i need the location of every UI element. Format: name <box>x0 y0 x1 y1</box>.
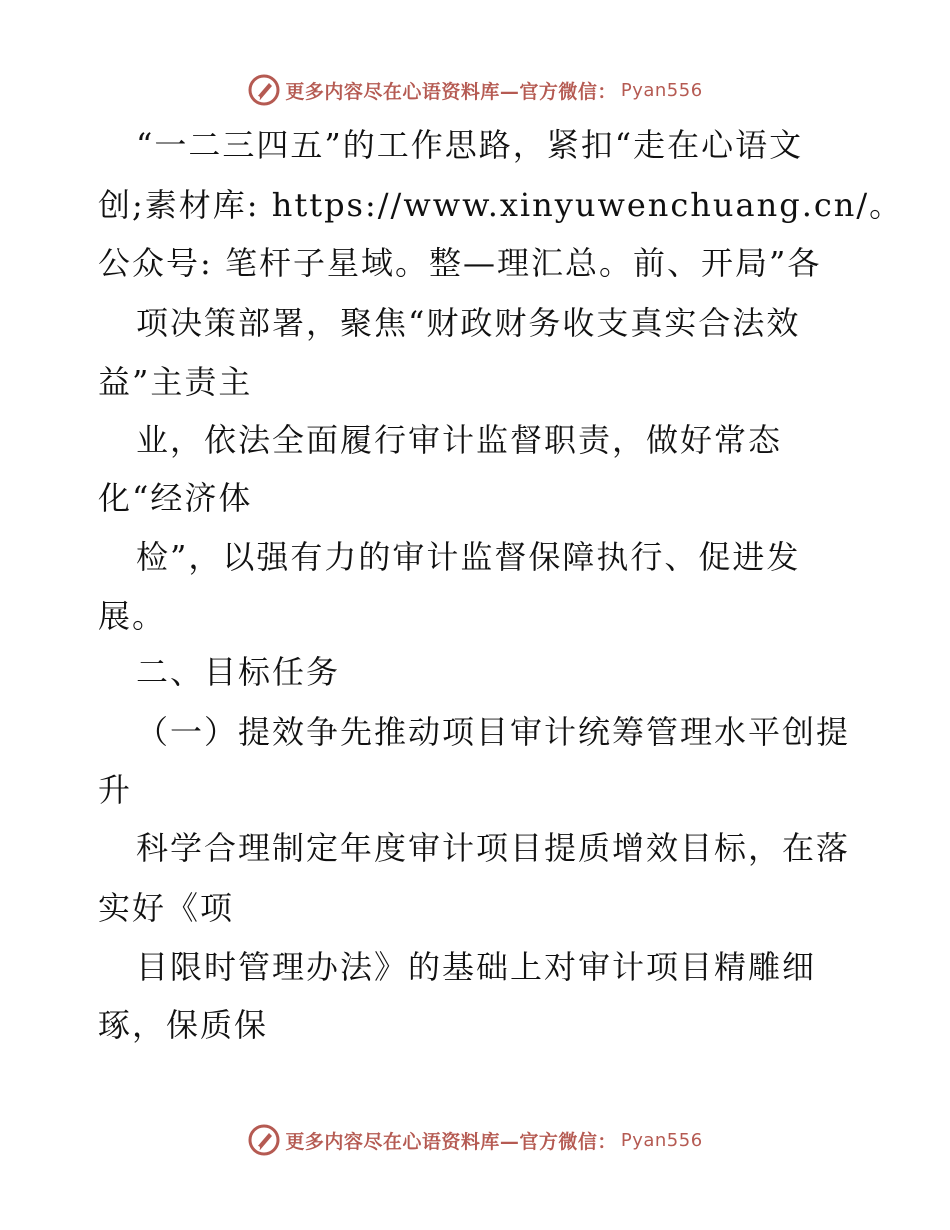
header-slogan: 更多内容尽在心语资料库—官方微信： <box>285 80 617 103</box>
header-banner <box>0 70 950 110</box>
body-line: 益”主责主 <box>98 363 253 401</box>
pen-circle-logo-icon <box>247 73 281 107</box>
section-heading: 二、目标任务 <box>136 653 341 691</box>
body-line: 项决策部署，聚焦“财政财务收支真实合法效 <box>136 304 801 342</box>
body-line: “一二三四五”的工作思路，紧扣“走在心语文 <box>136 126 804 164</box>
body-line: 目限时管理办法》的基础上对审计项目精雕细 <box>136 948 817 986</box>
body-line: 公众号: 笔杆子星域。整—理汇总。前、开局”各 <box>98 244 822 282</box>
footer-wechat-id: Pyan556 <box>620 1129 703 1151</box>
pen-circle-logo-icon <box>247 1123 281 1157</box>
body-line: 创;素材库: https://www.xinyuwenchuang.cn/。 <box>98 186 904 224</box>
body-line: 化“经济体 <box>98 479 253 517</box>
body-line: 琢，保质保 <box>98 1006 269 1044</box>
body-line: 展。 <box>98 597 167 635</box>
body-line: 升 <box>98 771 133 809</box>
body-line: 业，依法全面履行审计监督职责，做好常态 <box>136 421 783 459</box>
footer-banner <box>0 1120 950 1160</box>
subsection-heading: （一）提效争先推动项目审计统筹管理水平创提 <box>136 713 851 751</box>
header-wechat-id: Pyan556 <box>620 79 703 101</box>
footer-slogan: 更多内容尽在心语资料库—官方微信： <box>285 1130 617 1153</box>
body-line: 实好《项 <box>98 889 235 927</box>
body-line: 检”，以强有力的审计监督保障执行、促进发 <box>136 538 801 576</box>
body-line: 科学合理制定年度审计项目提质增效目标，在落 <box>136 829 851 867</box>
